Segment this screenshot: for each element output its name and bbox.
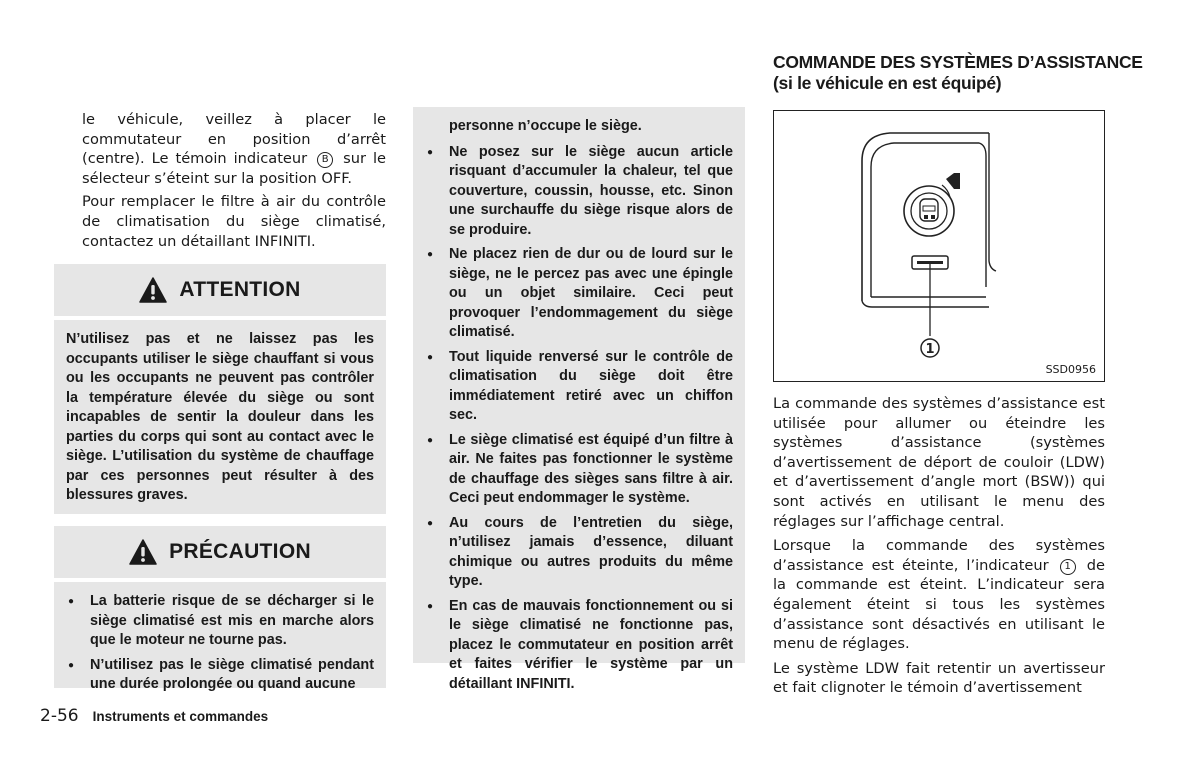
chapter-title: Instruments et commandes [92, 709, 269, 724]
indicator-1-icon: 1 [1060, 559, 1076, 575]
warning-triangle-icon [129, 539, 157, 565]
precaution-list [66, 592, 374, 695]
precaution-item: ● Ne posez sur le siège aucun article risquant d’accumuler la chaleur, tel que couverture, coussin, housse, etc. Sinon une surchauffe du siège risque alors de se produire. [425, 143, 733, 241]
section-title-line1: COMMANDE DES SYSTÈMES D’ASSISTANCE [773, 52, 1143, 72]
precaution-item: ● Au cours de l’entretien du siège, n’utilisez jamais d’essence, diluant chimique ou autres produits du même type. [425, 514, 733, 592]
indicator-b-icon: B [317, 152, 333, 168]
precaution-item: ● Tout liquide renversé sur le contrôle de climatisation du siège doit être immédiatement retiré avec un chiffon sec. [425, 348, 733, 426]
precaution-item: ● Le siège climatisé est équipé d’un filtre à air. Ne faites pas fonctionner le système de chauffage des sièges sans filtre à air. Ceci peut endommager le système. [425, 431, 733, 509]
right-paragraph-3: Le système LDW fait retentir un avertisseur et fait clignoter le témoin d’avertissement [773, 659, 1105, 697]
section-title-line2: (si le véhicule en est équipé) [773, 73, 1002, 93]
page-number: 2-56 [40, 706, 79, 726]
precaution-title: PRÉCAUTION [169, 540, 311, 563]
precaution-header [54, 526, 386, 578]
precaution-continued-list [425, 143, 733, 695]
right-paragraph-1: La commande des systèmes d’assistance est utilisée pour allumer ou éteindre les systèmes d’assistance (systèmes d’avertissement de déport de couloir (LDW) et d’avertissement d’angle mort (BSW)) qui sont activés en utilisant le menu des réglages sur l’affichage central. [773, 395, 1105, 530]
left-paragraph-2: Pour remplacer le filtre à air du contrôle de climatisation du siège climatisé, contactez un détaillant INFINITI. [82, 193, 386, 250]
warning-triangle-icon [139, 277, 167, 303]
precaution-item: ● La batterie risque de se décharger si le siège climatisé est mis en marche alors que le moteur ne tourne pas. [66, 592, 374, 651]
attention-box [54, 264, 386, 514]
left-column [82, 110, 386, 251]
left-paragraph-1: le véhicule, veillez à placer le commutateur en position d’arrêt (centre). Le témoin indicateur B sur le sélecteur s’éteint sur la position OFF. [82, 111, 386, 187]
attention-header [54, 264, 386, 316]
precaution-item: ● En cas de mauvais fonctionnement ou si le siège climatisé ne fonctionne pas, placez le commutateur en position arrêt et faites vérifier le système par un détaillant INFINITI. [425, 597, 733, 695]
right-paragraph-2: Lorsque la commande des systèmes d’assistance est éteinte, l’indicateur 1 de la commande est éteint. L’indicateur sera également éteint si tous les systèmes d’assistance sont désactivés en utilisant le menu de réglages. [773, 537, 1106, 653]
precaution-item: ● N’utilisez pas le siège climatisé pendant une durée prolongée ou quand aucune [66, 656, 374, 695]
precaution-item: ● Ne placez rien de dur ou de lourd sur le siège, ne le percez pas avec une épingle ou un objet similaire. Ceci peut provoquer l’endommagement du siège climatisé. [425, 245, 733, 343]
precaution-continued-box [413, 107, 745, 692]
page-footer [40, 706, 268, 726]
precaution-box [54, 526, 386, 692]
attention-text: N’utilisez pas et ne laissez pas les occupants utiliser le siège chauffant si vous ou les occupants ne peuvent pas contrôler la température élevée du siège ou sont incapables de sentir la douleur dans les parties du corps qui sont au contact avec le siège. L’utilisation du système de chauffage par ces personnes peut résulter à des blessures graves. [66, 331, 374, 503]
continued-text: personne n’occupe le siège. [449, 118, 642, 134]
attention-title: ATTENTION [179, 278, 301, 301]
switch-illustration [773, 110, 1105, 382]
figure-callout-1: 1 [925, 342, 935, 357]
assist-switch-drawing [774, 111, 1103, 380]
right-column-text [773, 394, 1105, 698]
figure-code: SSD0956 [1045, 363, 1096, 376]
section-title [773, 52, 1143, 94]
